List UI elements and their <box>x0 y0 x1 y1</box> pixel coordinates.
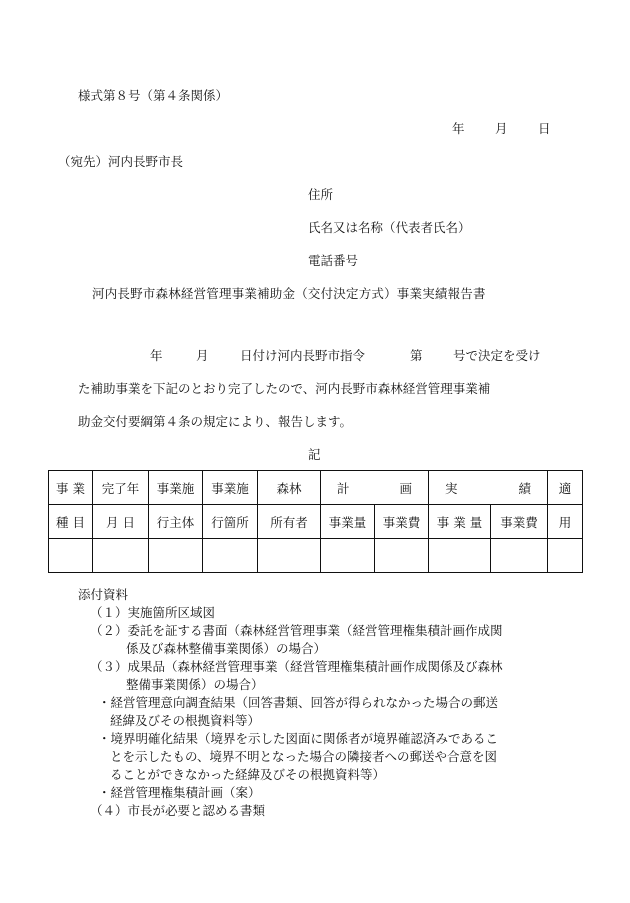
page-title: 河内長野市森林経営管理事業補助金（交付決定方式）事業実績報告書 <box>92 286 486 301</box>
table-cell[interactable] <box>203 539 258 573</box>
addressee: （宛先）河内長野市長 <box>58 154 184 169</box>
attachment-4: （４）市長が必要と認める書類 <box>90 803 266 818</box>
header-plan-a: 計 <box>337 480 350 496</box>
header-plan-b: 画 <box>399 480 412 496</box>
table-cell[interactable] <box>321 539 375 573</box>
table-cell[interactable] <box>491 539 548 573</box>
attachment-3b: 整備事業関係）の場合） <box>126 677 264 692</box>
header-owner-top: 森林 <box>258 471 321 505</box>
phone-label: 電話番号 <box>308 253 359 268</box>
attachment-bullet-2a: ・境界明確化結果（境界を示した図面に関係者が境界確認済みであるこ <box>98 731 499 746</box>
header-owner-bottom: 所有者 <box>258 505 321 539</box>
attachment-2a: （２）委託を証する書面（森林経営管理事業（経営管理権集積計画作成関 <box>90 623 503 638</box>
table-cell[interactable] <box>429 539 491 573</box>
header-note-top: 適 <box>548 471 583 505</box>
header-location-bottom: 行箇所 <box>203 505 258 539</box>
address-label: 住所 <box>308 187 334 202</box>
header-plan-cost: 事業費 <box>375 505 429 539</box>
header-plan <box>321 471 429 505</box>
header-plan-volume: 事業量 <box>321 505 375 539</box>
table-cell[interactable] <box>375 539 429 573</box>
attachment-2b: 係及び森林整備事業関係）の場合） <box>126 641 327 656</box>
date-day: 日 <box>538 121 551 136</box>
table-cell[interactable] <box>548 539 583 573</box>
name-label: 氏名又は名称（代表者氏名） <box>308 220 471 235</box>
attachment-bullet-2c: ることができなかった経緯及びその根拠資料等） <box>110 767 386 782</box>
form-number: 様式第８号（第４条関係） <box>78 88 229 103</box>
body-dai: 第 <box>410 348 423 363</box>
report-table <box>48 470 583 573</box>
body-mid: 日付け河内長野市指令 <box>240 348 366 363</box>
header-result <box>429 471 548 505</box>
body-line-2: た補助事業を下記のとおり完了したので、河内長野市森林経営管理事業補 <box>78 381 491 396</box>
header-result-b: 績 <box>518 480 531 496</box>
header-completion-top: 完了年 <box>93 471 149 505</box>
date-year: 年 <box>452 121 465 136</box>
attachment-bullet-1b: 経緯及びその根拠資料等） <box>110 713 261 728</box>
body-line-3: 助金交付要綱第４条の規定により、報告します。 <box>78 414 353 429</box>
attachments-heading: 添付資料 <box>78 587 129 602</box>
header-location-top: 事業施 <box>203 471 258 505</box>
table-cell[interactable] <box>49 539 93 573</box>
body-month: 月 <box>196 348 209 363</box>
header-result-a: 実 <box>445 480 458 496</box>
attachment-3a: （３）成果品（森林経営管理事業（経営管理権集積計画作成関係及び森林 <box>90 659 503 674</box>
header-category-top: 事 業 <box>49 471 93 505</box>
attachment-bullet-1a: ・経営管理意向調査結果（回答書類、回答が得られなかった場合の郵送 <box>98 695 499 710</box>
attachment-bullet-2b: とを示したもの、境界不明となった場合の隣接者への郵送や合意を図 <box>110 749 498 764</box>
table-cell[interactable] <box>258 539 321 573</box>
header-completion-bottom: 月 日 <box>93 505 149 539</box>
ki-label: 記 <box>308 447 321 462</box>
table-cell[interactable] <box>93 539 149 573</box>
header-result-volume: 事 業 量 <box>429 505 491 539</box>
table-header-row-1 <box>49 471 583 505</box>
header-category-bottom: 種 目 <box>49 505 93 539</box>
date-month: 月 <box>495 121 508 136</box>
body-year: 年 <box>150 348 163 363</box>
attachment-1: （１）実施箇所区域図 <box>90 605 216 620</box>
table-cell[interactable] <box>149 539 203 573</box>
table-row <box>49 539 583 573</box>
body-end: 号で決定を受け <box>453 348 541 363</box>
header-executor-bottom: 行主体 <box>149 505 203 539</box>
header-note-bottom: 用 <box>548 505 583 539</box>
attachment-bullet-3: ・経営管理権集積計画（案） <box>98 785 261 800</box>
table-header-row-2 <box>49 505 583 539</box>
header-result-cost: 事業費 <box>491 505 548 539</box>
header-executor-top: 事業施 <box>149 471 203 505</box>
